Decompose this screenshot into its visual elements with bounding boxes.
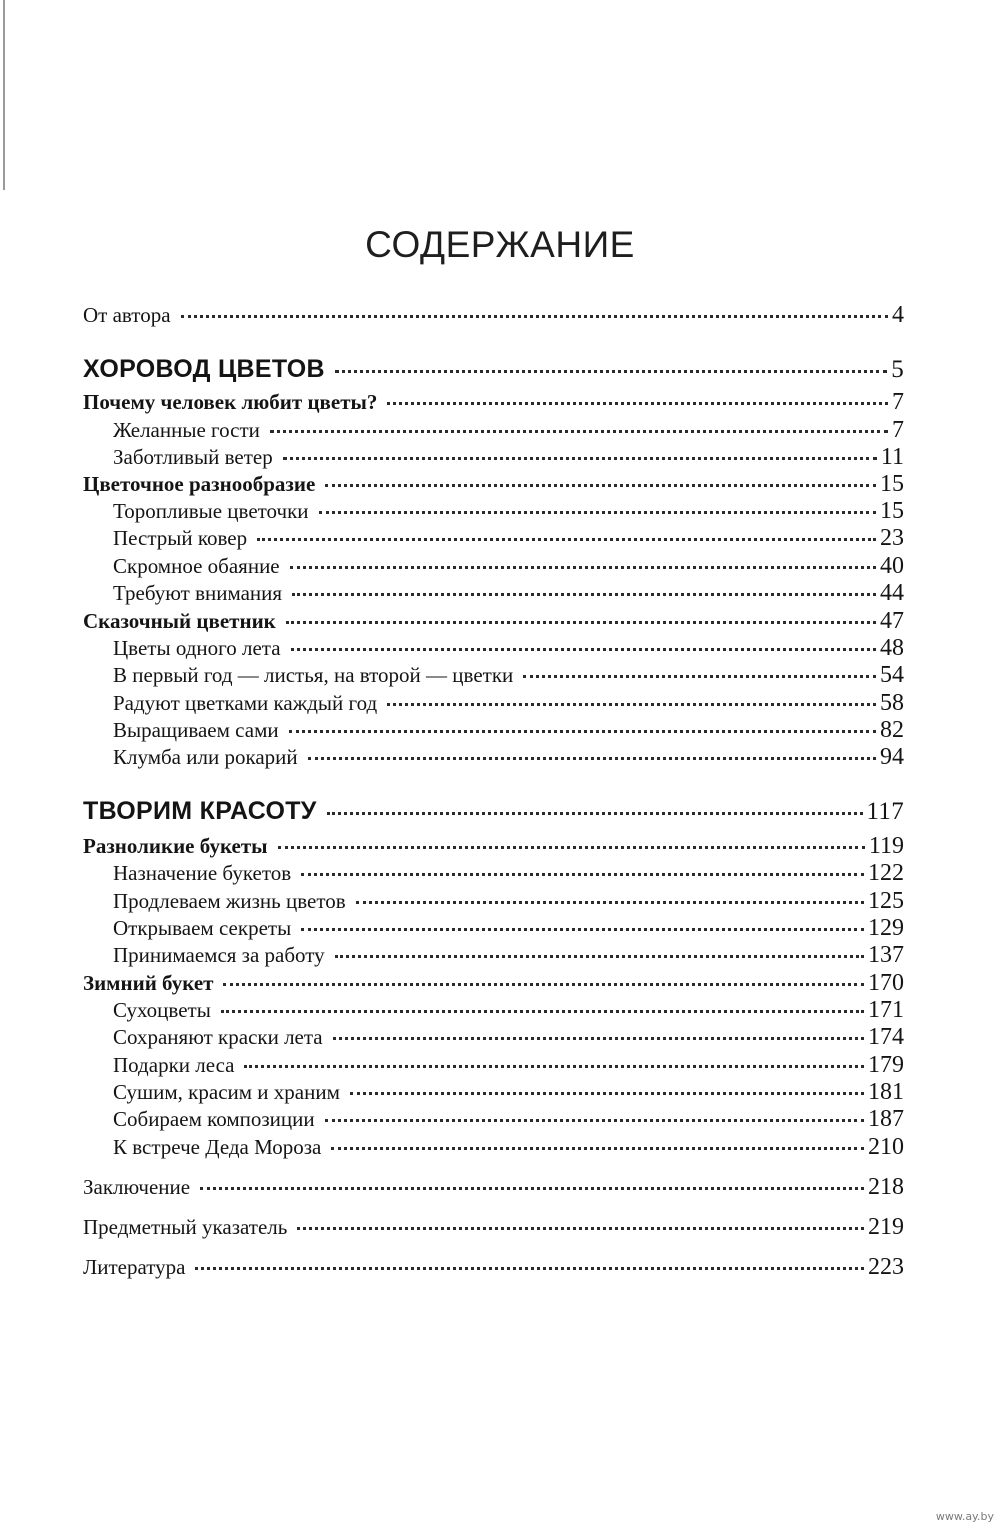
toc-entry-page: 94 — [880, 744, 904, 770]
toc-chapter-heading[interactable] — [83, 389, 904, 419]
toc-entry-page: 181 — [868, 1079, 904, 1105]
toc-entry[interactable] — [83, 553, 904, 583]
toc-entry[interactable] — [83, 1134, 904, 1164]
toc-entry-label: ТВОРИМ КРАСОТУ — [83, 797, 317, 825]
dot-leader — [325, 484, 876, 487]
toc-entry-page: 218 — [868, 1174, 904, 1200]
toc-entry-label: Литература — [83, 1255, 186, 1279]
toc-entry[interactable] — [83, 915, 904, 945]
toc-entry-page: 129 — [868, 915, 904, 941]
dot-leader — [301, 928, 864, 931]
toc-entry-label: Пестрый ковер — [113, 526, 248, 550]
toc-entry-label: От автора — [83, 303, 171, 327]
dot-leader — [200, 1187, 864, 1190]
toc-entry-label: Радуют цветками каждый год — [113, 691, 378, 715]
toc-entry-label: Требуют внимания — [113, 581, 283, 605]
toc-entry-page: 5 — [891, 356, 904, 383]
toc-entry-label: Сохраняют краски лета — [113, 1025, 323, 1049]
dot-leader — [308, 757, 876, 760]
dot-leader — [195, 1267, 864, 1270]
toc-entry[interactable] — [83, 1174, 904, 1204]
toc-entry-page: 210 — [868, 1134, 904, 1160]
toc-entry-page: 219 — [868, 1214, 904, 1240]
toc-entry-label: Разноликие букеты — [83, 834, 268, 858]
toc-entry[interactable] — [83, 1254, 904, 1284]
toc-entry[interactable] — [83, 498, 904, 528]
toc-entry-page: 15 — [880, 471, 904, 497]
dot-leader — [292, 593, 876, 596]
toc-entry-page: 4 — [892, 302, 904, 328]
toc-entry-label: Желанные гости — [113, 418, 260, 442]
toc-entry[interactable] — [83, 744, 904, 774]
toc-chapter-heading[interactable] — [83, 608, 904, 638]
dot-leader — [290, 566, 876, 569]
toc-entry-label: Сушим, красим и храним — [113, 1080, 340, 1104]
dot-leader — [350, 1092, 864, 1095]
toc-entry-page: 171 — [868, 997, 904, 1023]
dot-leader — [335, 370, 887, 373]
toc-entry-label: Назначение букетов — [113, 861, 292, 885]
toc-entry-page: 48 — [880, 635, 904, 661]
toc-entry-label: Сказочный цветник — [83, 609, 276, 633]
toc-entry-label: ХОРОВОД ЦВЕТОВ — [83, 355, 325, 383]
toc-entry[interactable] — [83, 580, 904, 610]
toc-entry-page: 125 — [868, 888, 904, 914]
toc-entry-page: 40 — [880, 553, 904, 579]
toc-entry-page: 223 — [868, 1254, 904, 1280]
toc-entry[interactable] — [83, 1106, 904, 1136]
toc-entry-page: 187 — [868, 1106, 904, 1132]
toc-entry[interactable] — [83, 302, 904, 332]
toc-entry-label: Продлеваем жизнь цветов — [113, 889, 346, 913]
toc-entry-label: Открываем секреты — [113, 916, 292, 940]
dot-leader — [387, 703, 876, 706]
toc-entry-page: 137 — [868, 942, 904, 968]
dot-leader — [286, 621, 876, 624]
toc-entry-page: 23 — [880, 525, 904, 551]
toc-entry-label: Клумба или рокарий — [113, 745, 298, 769]
toc-chapter-heading[interactable] — [83, 471, 904, 501]
dot-leader — [244, 1065, 864, 1068]
toc-entry-page: 122 — [868, 860, 904, 886]
toc-entry-page: 15 — [880, 498, 904, 524]
toc-entry[interactable] — [83, 417, 904, 447]
toc-entry[interactable] — [83, 635, 904, 665]
toc-entry[interactable] — [83, 1024, 904, 1054]
toc-entry[interactable] — [83, 662, 904, 692]
toc-entry-page: 82 — [880, 717, 904, 743]
dot-leader — [301, 873, 864, 876]
dot-leader — [289, 730, 876, 733]
toc-part-heading[interactable] — [83, 797, 904, 827]
dot-leader — [327, 812, 863, 815]
dot-leader — [356, 901, 864, 904]
toc-entry-page: 170 — [868, 970, 904, 996]
toc-entry-label: В первый год — листья, на второй — цветки — [113, 663, 514, 687]
toc-entry-page: 7 — [892, 417, 904, 443]
dot-leader — [335, 955, 864, 958]
dot-leader — [291, 648, 876, 651]
dot-leader — [331, 1147, 864, 1150]
toc-entry[interactable] — [83, 888, 904, 918]
toc-entry[interactable] — [83, 860, 904, 890]
dot-leader — [223, 983, 864, 986]
toc-entry-page: 117 — [866, 798, 904, 825]
dot-leader — [270, 430, 888, 433]
toc-entry-label: Цветы одного лета — [113, 636, 281, 660]
toc-entry-label: Цветочное разнообразие — [83, 472, 316, 496]
dot-leader — [319, 511, 876, 514]
dot-leader — [387, 402, 888, 405]
toc-entry[interactable] — [83, 1079, 904, 1109]
toc-chapter-heading[interactable] — [83, 970, 904, 1000]
dot-leader — [297, 1227, 864, 1230]
toc-entry-label: Заключение — [83, 1175, 191, 1199]
toc-entry-label: Выращиваем сами — [113, 718, 279, 742]
watermark: www.ay.by — [935, 1510, 994, 1523]
toc-entry-page: 47 — [880, 608, 904, 634]
toc-entry[interactable] — [83, 444, 904, 474]
toc-entry-label: Сухоцветы — [113, 998, 211, 1022]
toc-entry[interactable] — [83, 997, 904, 1027]
toc-entry[interactable] — [83, 717, 904, 747]
toc-entry[interactable] — [83, 942, 904, 972]
toc-entry[interactable] — [83, 525, 904, 555]
dot-leader — [221, 1010, 864, 1013]
dot-leader — [325, 1119, 864, 1122]
toc-entry-label: Заботливый ветер — [113, 445, 273, 469]
toc-entry-label: К встрече Деда Мороза — [113, 1135, 322, 1159]
toc-entry-label: Почему человек любит цветы? — [83, 390, 378, 414]
toc-entry-label: Зимний букет — [83, 971, 214, 995]
toc-entry-page: 11 — [880, 444, 904, 470]
toc-entry-page: 7 — [892, 389, 904, 415]
toc-entry-page: 54 — [880, 662, 904, 688]
toc-entry-page: 58 — [880, 690, 904, 716]
dot-leader — [181, 315, 888, 318]
dot-leader — [523, 675, 876, 678]
page-title: СОДЕРЖАНИЕ — [365, 224, 635, 265]
toc-entry-page: 119 — [868, 833, 904, 859]
dot-leader — [283, 457, 877, 460]
toc-entry-label: Принимаемся за работу — [113, 943, 325, 967]
toc-entry-label: Скромное обаяние — [113, 554, 280, 578]
toc-entry[interactable] — [83, 690, 904, 720]
toc-entry-page: 174 — [868, 1024, 904, 1050]
dot-leader — [333, 1037, 864, 1040]
toc-entry-label: Предметный указатель — [83, 1215, 288, 1239]
toc-entry-page: 44 — [880, 580, 904, 606]
toc-entry-label: Торопливые цветочки — [113, 499, 309, 523]
toc-entry-page: 179 — [868, 1052, 904, 1078]
dot-leader — [257, 538, 876, 541]
toc-entry-label: Собираем композиции — [113, 1107, 315, 1131]
toc-part-heading[interactable] — [83, 355, 904, 385]
toc-entry[interactable] — [83, 1052, 904, 1082]
toc-chapter-heading[interactable] — [83, 833, 904, 863]
toc-entry-label: Подарки леса — [113, 1053, 235, 1077]
toc-entry[interactable] — [83, 1214, 904, 1244]
dot-leader — [278, 846, 865, 849]
